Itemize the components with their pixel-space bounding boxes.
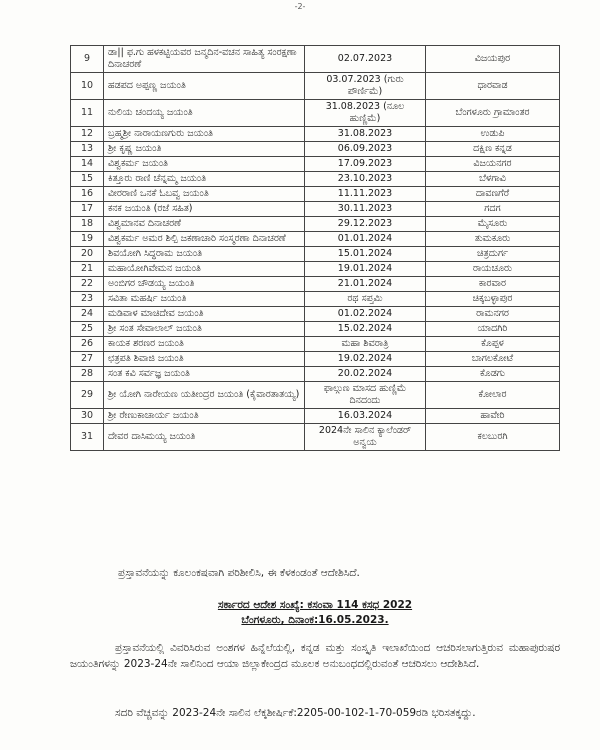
date-cell: 23.10.2023 bbox=[305, 172, 426, 187]
date-cell: 29.12.2023 bbox=[305, 217, 426, 232]
serial-number-cell: 18 bbox=[71, 217, 104, 232]
event-name-cell: ವೀರರಾಣಿ ಒನಕೆ ಓಬವ್ವ ಜಯಂತಿ bbox=[104, 187, 305, 202]
table-row bbox=[71, 322, 560, 337]
district-cell: ತುಮಕೂರು bbox=[426, 232, 560, 247]
serial-number-cell: 26 bbox=[71, 337, 104, 352]
table-row bbox=[71, 424, 560, 451]
event-name-cell: ಮಹಾಯೋಗಿವೇಮನ ಜಯಂತಿ bbox=[104, 262, 305, 277]
table-row bbox=[71, 409, 560, 424]
date-cell: 11.11.2023 bbox=[305, 187, 426, 202]
table-row bbox=[71, 73, 560, 100]
date-cell: 19.01.2024 bbox=[305, 262, 426, 277]
date-cell: 20.02.2024 bbox=[305, 367, 426, 382]
serial-number-cell: 17 bbox=[71, 202, 104, 217]
event-name-cell: ನುಲಿಯ ಚಂದಯ್ಯ ಜಯಂತಿ bbox=[104, 100, 305, 127]
event-name-cell: ಡಾ|| ಫ.ಗು ಹಳಕಟ್ಟಿಯವರ ಜನ್ಮದಿನ-ವಚನ ಸಾಹಿತ್ಯ ಸಂರಕ್ಷಣಾ ದಿನಾಚರಣೆ bbox=[104, 46, 305, 73]
date-cell: 16.03.2024 bbox=[305, 409, 426, 424]
date-cell: 03.07.2023 (ಗುರು ಪೌರ್ಣಿಮೆ) bbox=[305, 73, 426, 100]
district-cell: ಚಿಕ್ಕಬಳ್ಳಾಪುರ bbox=[426, 292, 560, 307]
table-row bbox=[71, 127, 560, 142]
event-name-cell: ಹಡಪದ ಅಪ್ಪಣ್ಣ ಜಯಂತಿ bbox=[104, 73, 305, 100]
event-name-cell: ವಿಶ್ವಕರ್ಮ ಜಯಂತಿ bbox=[104, 157, 305, 172]
table-row bbox=[71, 352, 560, 367]
district-cell: ಉಡುಪಿ bbox=[426, 127, 560, 142]
serial-number-cell: 23 bbox=[71, 292, 104, 307]
table-row bbox=[71, 367, 560, 382]
district-cell: ಮೈಸೂರು bbox=[426, 217, 560, 232]
date-cell: 30.11.2023 bbox=[305, 202, 426, 217]
event-name-cell: ಶ್ರೀ ರೇಣುಕಾಚಾರ್ಯ ಜಯಂತಿ bbox=[104, 409, 305, 424]
table-row bbox=[71, 262, 560, 277]
expense-paragraph: ಸದರಿ ವೆಚ್ಚವನ್ನು 2023-24ನೇ ಸಾಲಿನ ಲೆಕ್ಕಶೀರ್ಷಿಕೆ:2205-00-102-1-70-059ರಡಿ ಭರಿಸತಕ್ಕದ್ದು. bbox=[115, 707, 476, 719]
district-cell: ರಾಯಚೂರು bbox=[426, 262, 560, 277]
district-cell: ಕಲಬುರಗಿ bbox=[426, 424, 560, 451]
order-number: ಸರ್ಕಾರದ ಆದೇಶ ಸಂಖ್ಯೆ: ಕಸಂವಾ 114 ಕಸಧ 2022 bbox=[217, 599, 413, 611]
serial-number-cell: 25 bbox=[71, 322, 104, 337]
table-row bbox=[71, 187, 560, 202]
date-cell: 01.02.2024 bbox=[305, 307, 426, 322]
serial-number-cell: 10 bbox=[71, 73, 104, 100]
event-name-cell: ಕಾಯಕ ಶರಣರ ಜಯಂತಿ bbox=[104, 337, 305, 352]
table-row bbox=[71, 172, 560, 187]
serial-number-cell: 29 bbox=[71, 382, 104, 409]
serial-number-cell: 27 bbox=[71, 352, 104, 367]
event-name-cell: ವಿಶ್ವಮಾನವ ದಿನಾಚರಣೆ bbox=[104, 217, 305, 232]
serial-number-cell: 9 bbox=[71, 46, 104, 73]
government-order-heading bbox=[70, 598, 560, 628]
serial-number-cell: 12 bbox=[71, 127, 104, 142]
event-name-cell: ಛತ್ರಪತಿ ಶಿವಾಜಿ ಜಯಂತಿ bbox=[104, 352, 305, 367]
date-cell: 21.01.2024 bbox=[305, 277, 426, 292]
page-number: -2- bbox=[294, 2, 306, 11]
date-cell: 02.07.2023 bbox=[305, 46, 426, 73]
district-cell: ದಕ್ಷಿಣ ಕನ್ನಡ bbox=[426, 142, 560, 157]
district-cell: ಗದಗ bbox=[426, 202, 560, 217]
table-row bbox=[71, 277, 560, 292]
district-cell: ಚಿತ್ರದುರ್ಗ bbox=[426, 247, 560, 262]
serial-number-cell: 28 bbox=[71, 367, 104, 382]
district-cell: ವಿಜಯಪುರ bbox=[426, 46, 560, 73]
date-cell: 2024ನೇ ಸಾಲಿನ ಕ್ಯಾಲೆಂಡರ್ ಅನ್ವಯ bbox=[305, 424, 426, 451]
event-name-cell: ಬ್ರಹ್ಮಶ್ರೀ ನಾರಾಯಣಗುರು ಜಯಂತಿ bbox=[104, 127, 305, 142]
serial-number-cell: 20 bbox=[71, 247, 104, 262]
district-cell: ಕೋಲಾರ bbox=[426, 382, 560, 409]
table-row bbox=[71, 100, 560, 127]
district-cell: ಧಾರವಾಡ bbox=[426, 73, 560, 100]
serial-number-cell: 22 bbox=[71, 277, 104, 292]
table-row bbox=[71, 46, 560, 73]
event-name-cell: ಮಡಿವಾಳ ಮಾಚಿದೇವ ಜಯಂತಿ bbox=[104, 307, 305, 322]
table-row bbox=[71, 307, 560, 322]
table-row bbox=[71, 382, 560, 409]
district-cell: ವಿಜಯನಗರ bbox=[426, 157, 560, 172]
event-name-cell: ಕಿತ್ತೂರು ರಾಣಿ ಚೆನ್ನಮ್ಮ ಜಯಂತಿ bbox=[104, 172, 305, 187]
district-cell: ಹಾವೇರಿ bbox=[426, 409, 560, 424]
serial-number-cell: 24 bbox=[71, 307, 104, 322]
date-cell: 06.09.2023 bbox=[305, 142, 426, 157]
date-cell: 15.01.2024 bbox=[305, 247, 426, 262]
district-cell: ಬೆಳಗಾವಿ bbox=[426, 172, 560, 187]
date-cell: ಫಾಲ್ಗುಣ ಮಾಸದ ಹುಣ್ಣಿಮೆ ದಿನದಂದು bbox=[305, 382, 426, 409]
date-cell: 19.02.2024 bbox=[305, 352, 426, 367]
table-row bbox=[71, 157, 560, 172]
event-name-cell: ಕನಕ ಜಯಂತಿ (ರಜೆ ಸಹಿತ) bbox=[104, 202, 305, 217]
district-cell: ಬಾಗಲಕೋಟೆ bbox=[426, 352, 560, 367]
district-cell: ದಾವಣಗೆರೆ bbox=[426, 187, 560, 202]
date-cell: 01.01.2024 bbox=[305, 232, 426, 247]
serial-number-cell: 16 bbox=[71, 187, 104, 202]
district-cell: ಬೆಂಗಳೂರು ಗ್ರಾಮಾಂತರ bbox=[426, 100, 560, 127]
district-cell: ಕೊಡಗು bbox=[426, 367, 560, 382]
serial-number-cell: 31 bbox=[71, 424, 104, 451]
event-name-cell: ಸಂತ ಕವಿ ಸರ್ವಜ್ಞ ಜಯಂತಿ bbox=[104, 367, 305, 382]
table-row bbox=[71, 202, 560, 217]
table-row bbox=[71, 142, 560, 157]
event-name-cell: ದೇವರ ದಾಸಿಮಯ್ಯ ಜಯಂತಿ bbox=[104, 424, 305, 451]
serial-number-cell: 19 bbox=[71, 232, 104, 247]
district-cell: ಕಾರವಾರ bbox=[426, 277, 560, 292]
jayanti-schedule-table bbox=[70, 45, 560, 451]
date-cell: ರಥ ಸಪ್ತಮಿ bbox=[305, 292, 426, 307]
order-paragraph: ಪ್ರಸ್ತಾವನೆಯಲ್ಲಿ ವಿವರಿಸಿರುವ ಅಂಶಗಳ ಹಿನ್ನೆಲೆಯಲ್ಲಿ, ಕನ್ನಡ ಮತ್ತು ಸಂಸ್ಕೃತಿ ಇಲಾಖೆಯಿಂದ ಆಚರಿಸಲಾಗುತ್ತಿರುವ ಮಹಾಪುರುಷರ ಜಯಂತಿಗಳನ್ನು 2023-24ನೇ ಸಾಲಿನಿಂದ ಆಯಾ ಜಿಲ್ಲಾಕೇಂದ್ರದ ಮೂಲಕ ಅನುಬಂಧದಲ್ಲಿರುವಂತೆ ಆಚರಿಸಲು ಆದೇಶಿಸಿದೆ. bbox=[70, 642, 560, 670]
date-cell: 31.08.2023 bbox=[305, 127, 426, 142]
serial-number-cell: 30 bbox=[71, 409, 104, 424]
serial-number-cell: 11 bbox=[71, 100, 104, 127]
date-cell: 17.09.2023 bbox=[305, 157, 426, 172]
table-row bbox=[71, 217, 560, 232]
proposal-paragraph: ಪ್ರಸ್ತಾವನೆಯನ್ನು ಕೂಲಂಕಷವಾಗಿ ಪರಿಶೀಲಿಸಿ, ಈ ಕೆಳಕಂಡಂತೆ ಆದೇಶಿಸಿದೆ. bbox=[118, 567, 360, 579]
table-row bbox=[71, 292, 560, 307]
district-cell: ರಾಮನಗರ bbox=[426, 307, 560, 322]
event-name-cell: ಶಿವಯೋಗಿ ಸಿದ್ಧರಾಮ ಜಯಂತಿ bbox=[104, 247, 305, 262]
event-name-cell: ಶ್ರೀ ಸಂತ ಸೇವಾಲಾಲ್ ಜಯಂತಿ bbox=[104, 322, 305, 337]
date-cell: 15.02.2024 bbox=[305, 322, 426, 337]
serial-number-cell: 15 bbox=[71, 172, 104, 187]
event-name-cell: ಸವಿತಾ ಮಹರ್ಷಿ ಜಯಂತಿ bbox=[104, 292, 305, 307]
table-body bbox=[71, 46, 560, 451]
order-place-date: ಬೆಂಗಳೂರು, ದಿನಾಂಕ:16.05.2023. bbox=[241, 614, 389, 626]
event-name-cell: ಅಂಬಿಗರ ಚೌಡಯ್ಯ ಜಯಂತಿ bbox=[104, 277, 305, 292]
serial-number-cell: 13 bbox=[71, 142, 104, 157]
table-row bbox=[71, 337, 560, 352]
serial-number-cell: 21 bbox=[71, 262, 104, 277]
date-cell: ಮಹಾ ಶಿವರಾತ್ರಿ bbox=[305, 337, 426, 352]
date-cell: 31.08.2023 (ನೂಲ ಹುಣ್ಣಿಮೆ) bbox=[305, 100, 426, 127]
table-row bbox=[71, 232, 560, 247]
district-cell: ಕೊಪ್ಪಳ bbox=[426, 337, 560, 352]
district-cell: ಯಾದಗಿರಿ bbox=[426, 322, 560, 337]
event-name-cell: ಶ್ರೀ ಕೃಷ್ಣ ಜಯಂತಿ bbox=[104, 142, 305, 157]
event-name-cell: ವಿಶ್ವಕರ್ಮ ಅಮರ ಶಿಲ್ಪಿ ಜಕಣಾಚಾರಿ ಸಂಸ್ಮರಣಾ ದಿನಾಚರಣೆ bbox=[104, 232, 305, 247]
event-name-cell: ಶ್ರೀ ಯೋಗಿ ನಾರೇಯಣ ಯತೀಂದ್ರರ ಜಯಂತಿ (ಕೈವಾರತಾತಯ್ಯ) bbox=[104, 382, 305, 409]
serial-number-cell: 14 bbox=[71, 157, 104, 172]
table-row bbox=[71, 247, 560, 262]
